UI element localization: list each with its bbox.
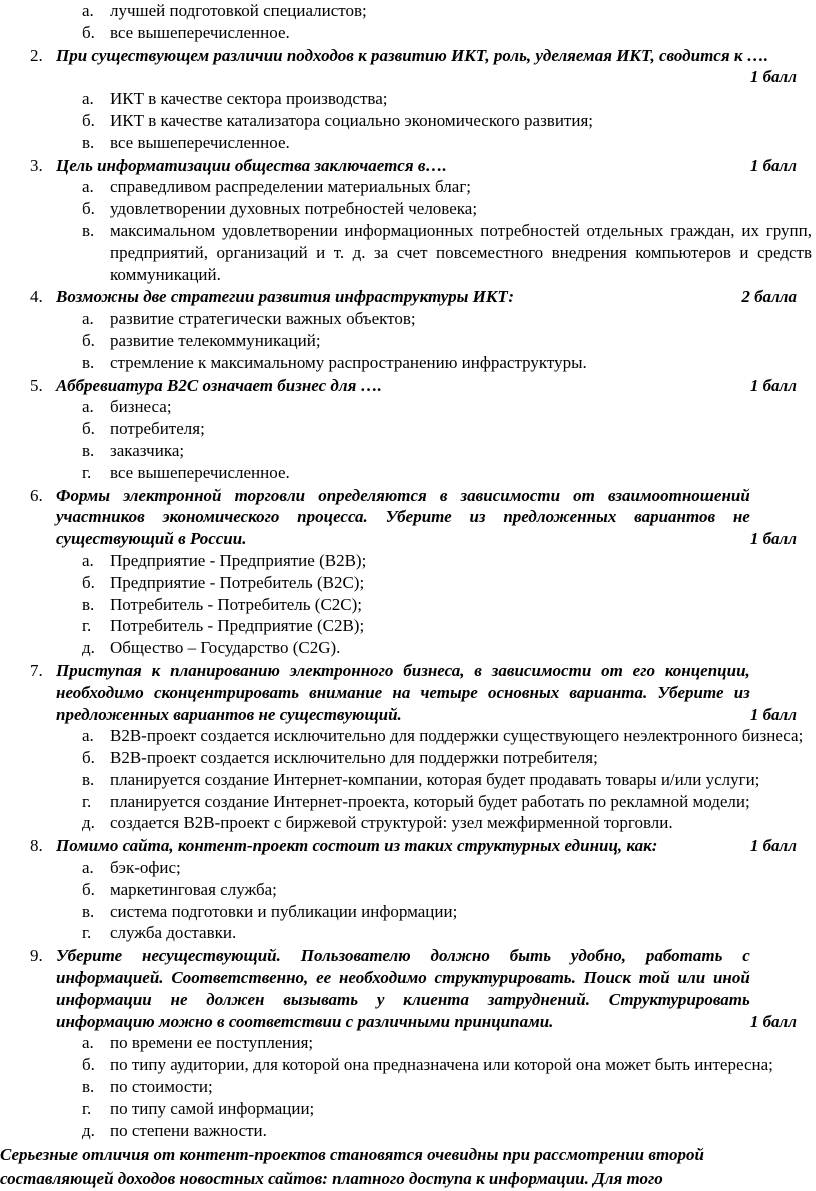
option-text: Общество – Государство (C2G). [110,638,341,658]
option-marker: б. [82,330,95,350]
question-5 [0,375,816,397]
option-marker: в. [82,1077,95,1097]
option-text: по времени ее поступления; [110,1033,314,1053]
option-marker: а. [82,726,94,746]
option-item [0,615,816,637]
option-item [0,857,816,879]
option-marker: б. [82,419,95,439]
option-text: планируется создание Интернет-проекта, который будет работать по рекламной модели; [110,791,750,811]
option-marker: а. [82,1,94,20]
option-marker: а. [82,1033,94,1053]
option-marker: а. [82,177,94,197]
option-marker: г. [82,791,92,811]
question-3 [0,155,816,177]
option-text: лучшей подготовкой специалистов; [110,1,367,20]
question-4 [0,286,816,308]
question-6 [0,485,816,550]
option-text: по степени важности. [110,1120,267,1140]
option-marker: а. [82,550,94,570]
option-marker: д. [82,1120,95,1140]
option-item [0,440,816,462]
option-item [0,550,816,572]
option-item [0,725,816,747]
option-marker: б. [82,879,95,899]
option-item [0,1032,816,1054]
option-item [0,637,816,659]
option-marker: б. [82,1055,95,1075]
option-text: потребителя; [110,419,205,439]
question-text: Формы электронной торговли определяются в зависимости от взаимоотношений участников экономического процесса. Уберите из предложенных вариантов не существующий в России. [56,485,750,549]
option-text: развитие стратегически важных объектов; [110,309,416,329]
option-text: заказчика; [110,440,185,460]
question-number: 4. [30,287,43,307]
option-item [0,176,816,198]
option-marker: в. [82,769,95,789]
question-8 [0,835,816,857]
question-number: 5. [30,375,43,395]
question-number: 9. [30,946,43,966]
question-number: 8. [30,836,43,856]
option-marker: д. [82,638,95,658]
option-marker: в. [82,132,95,152]
option-marker: а. [82,89,94,109]
option-item [0,594,816,616]
option-marker: в. [82,220,95,240]
option-marker: в. [82,352,95,372]
question-text: Аббревиатура B2C означает бизнес для …. [56,375,382,395]
option-text: по типу самой информации; [110,1098,315,1118]
option-item [0,22,816,44]
option-item [0,769,816,791]
question-number: 7. [30,660,43,680]
option-item [0,812,816,834]
question-text: Возможны две стратегии развития инфраструктуры ИКТ: [56,287,515,307]
option-text: бизнеса; [110,397,172,417]
closing-paragraph: Серьезные отличия от контент-проектов становятся очевидны при рассмотрении второй составляющей доходов новостных сайтов: платного доступа к информации. Для того [0,1145,704,1189]
option-text: справедливом распределении материальных благ; [110,177,472,197]
option-text: Предприятие - Потребитель (B2C); [110,572,365,592]
option-marker: б. [82,110,95,130]
option-text: Потребитель - Предприятие (C2B); [110,616,365,636]
option-item [0,88,816,110]
option-item [0,922,816,944]
question-text: Цель информатизации общества заключается в…. [56,155,447,175]
option-text: B2B-проект создается исключительно для поддержки потребителя; [110,748,598,768]
option-marker: г. [82,1098,92,1118]
option-text: стремление к максимальному распространению инфраструктуры. [110,352,587,372]
question-9 [0,945,816,1032]
option-text: по стоимости; [110,1077,213,1097]
option-marker: б. [82,199,95,219]
option-text: по типу аудитории, для которой она предназначена или которой она может быть интересна; [110,1055,773,1075]
option-text: маркетинговая служба; [110,879,277,899]
option-marker: а. [82,309,94,329]
option-item [0,352,816,374]
option-item [0,901,816,923]
option-item [0,1120,816,1142]
question-number: 2. [30,45,43,65]
option-marker: г. [82,923,92,943]
question-points: 1 балл [749,836,797,856]
option-marker: а. [82,858,94,878]
option-item [0,308,816,330]
option-item [0,330,816,352]
question-points: 2 балла [741,287,797,307]
option-marker: г. [82,462,92,482]
question-number: 6. [30,485,43,505]
question-2 [0,45,816,89]
question-text: Помимо сайта, контент-проект состоит из таких структурных единиц, как: [56,836,658,856]
option-text: служба доставки. [110,923,237,943]
option-text: ИКТ в качестве катализатора социально экономического развития; [110,110,594,130]
question-points: 1 балл [749,155,797,175]
option-text: Потребитель - Потребитель (C2C); [110,594,363,614]
option-text: планируется создание Интернет-компании, которая будет продавать товары и/или услуги; [110,769,760,789]
question-points: 1 балл [749,529,797,549]
option-marker: б. [82,572,95,592]
option-text: развитие телекоммуникаций; [110,330,321,350]
option-item [0,132,816,154]
option-item [0,879,816,901]
option-text: B2B-проект создается исключительно для поддержки существующего неэлектронного бизнеса; [110,726,804,746]
option-text: удовлетворении духовных потребностей человека; [110,199,478,219]
option-item [0,462,816,484]
option-text: система подготовки и публикации информации; [110,901,458,921]
question-number: 3. [30,155,43,175]
option-item [0,747,816,769]
option-item [0,418,816,440]
option-marker: д. [82,813,95,833]
question-7 [0,660,816,725]
option-marker: б. [82,748,95,768]
question-text: При существующем различии подходов к развитию ИКТ, роль, уделяемая ИКТ, сводится к …. [56,45,768,65]
option-text: все вышеперечисленное. [110,22,290,42]
question-text: Приступая к планированию электронного бизнеса, в зависимости от его концепции, необходимо сконцентрировать внимание на четыре основных варианта. Уберите из предложенных вариантов не существующий. [56,660,750,724]
option-item [0,220,816,285]
option-marker: б. [82,22,95,42]
option-item [0,0,816,22]
option-item [0,198,816,220]
option-text: ИКТ в качестве сектора производства; [110,89,388,109]
option-text: максимальном удовлетворении информационных потребностей отдельных граждан, их групп, предприятий, организаций и т. д. за счет повсеместного внедрения компьютеров и средств коммуникаций. [110,220,812,284]
question-points: 1 балл [749,704,797,724]
option-marker: а. [82,397,94,417]
option-marker: в. [82,594,95,614]
option-marker: в. [82,440,95,460]
option-text: создается B2B-проект с биржевой структурой: узел межфирменной торговли. [110,813,673,833]
option-item [0,791,816,813]
option-text: бэк-офис; [110,858,181,878]
question-text: Уберите несуществующий. Пользователю должно быть удобно, работать с информацией. Соответственно, ее необходимо структурировать. Поиск той или иной информации не должен вызывать у клиента затруднений. Структурировать информацию можно в соответствии с различными принципами. [56,946,750,1031]
option-item [0,1076,816,1098]
question-points: 1 балл [749,67,797,87]
option-marker: в. [82,901,95,921]
option-item [0,110,816,132]
option-item [0,572,816,594]
option-item [0,396,816,418]
option-marker: г. [82,616,92,636]
option-item [0,1098,816,1120]
question-points: 1 балл [749,1011,797,1031]
question-points: 1 балл [749,375,797,395]
option-text: все вышеперечисленное. [110,462,290,482]
option-text: Предприятие - Предприятие (B2B); [110,550,367,570]
option-item [0,1054,816,1076]
option-text: все вышеперечисленное. [110,132,290,152]
